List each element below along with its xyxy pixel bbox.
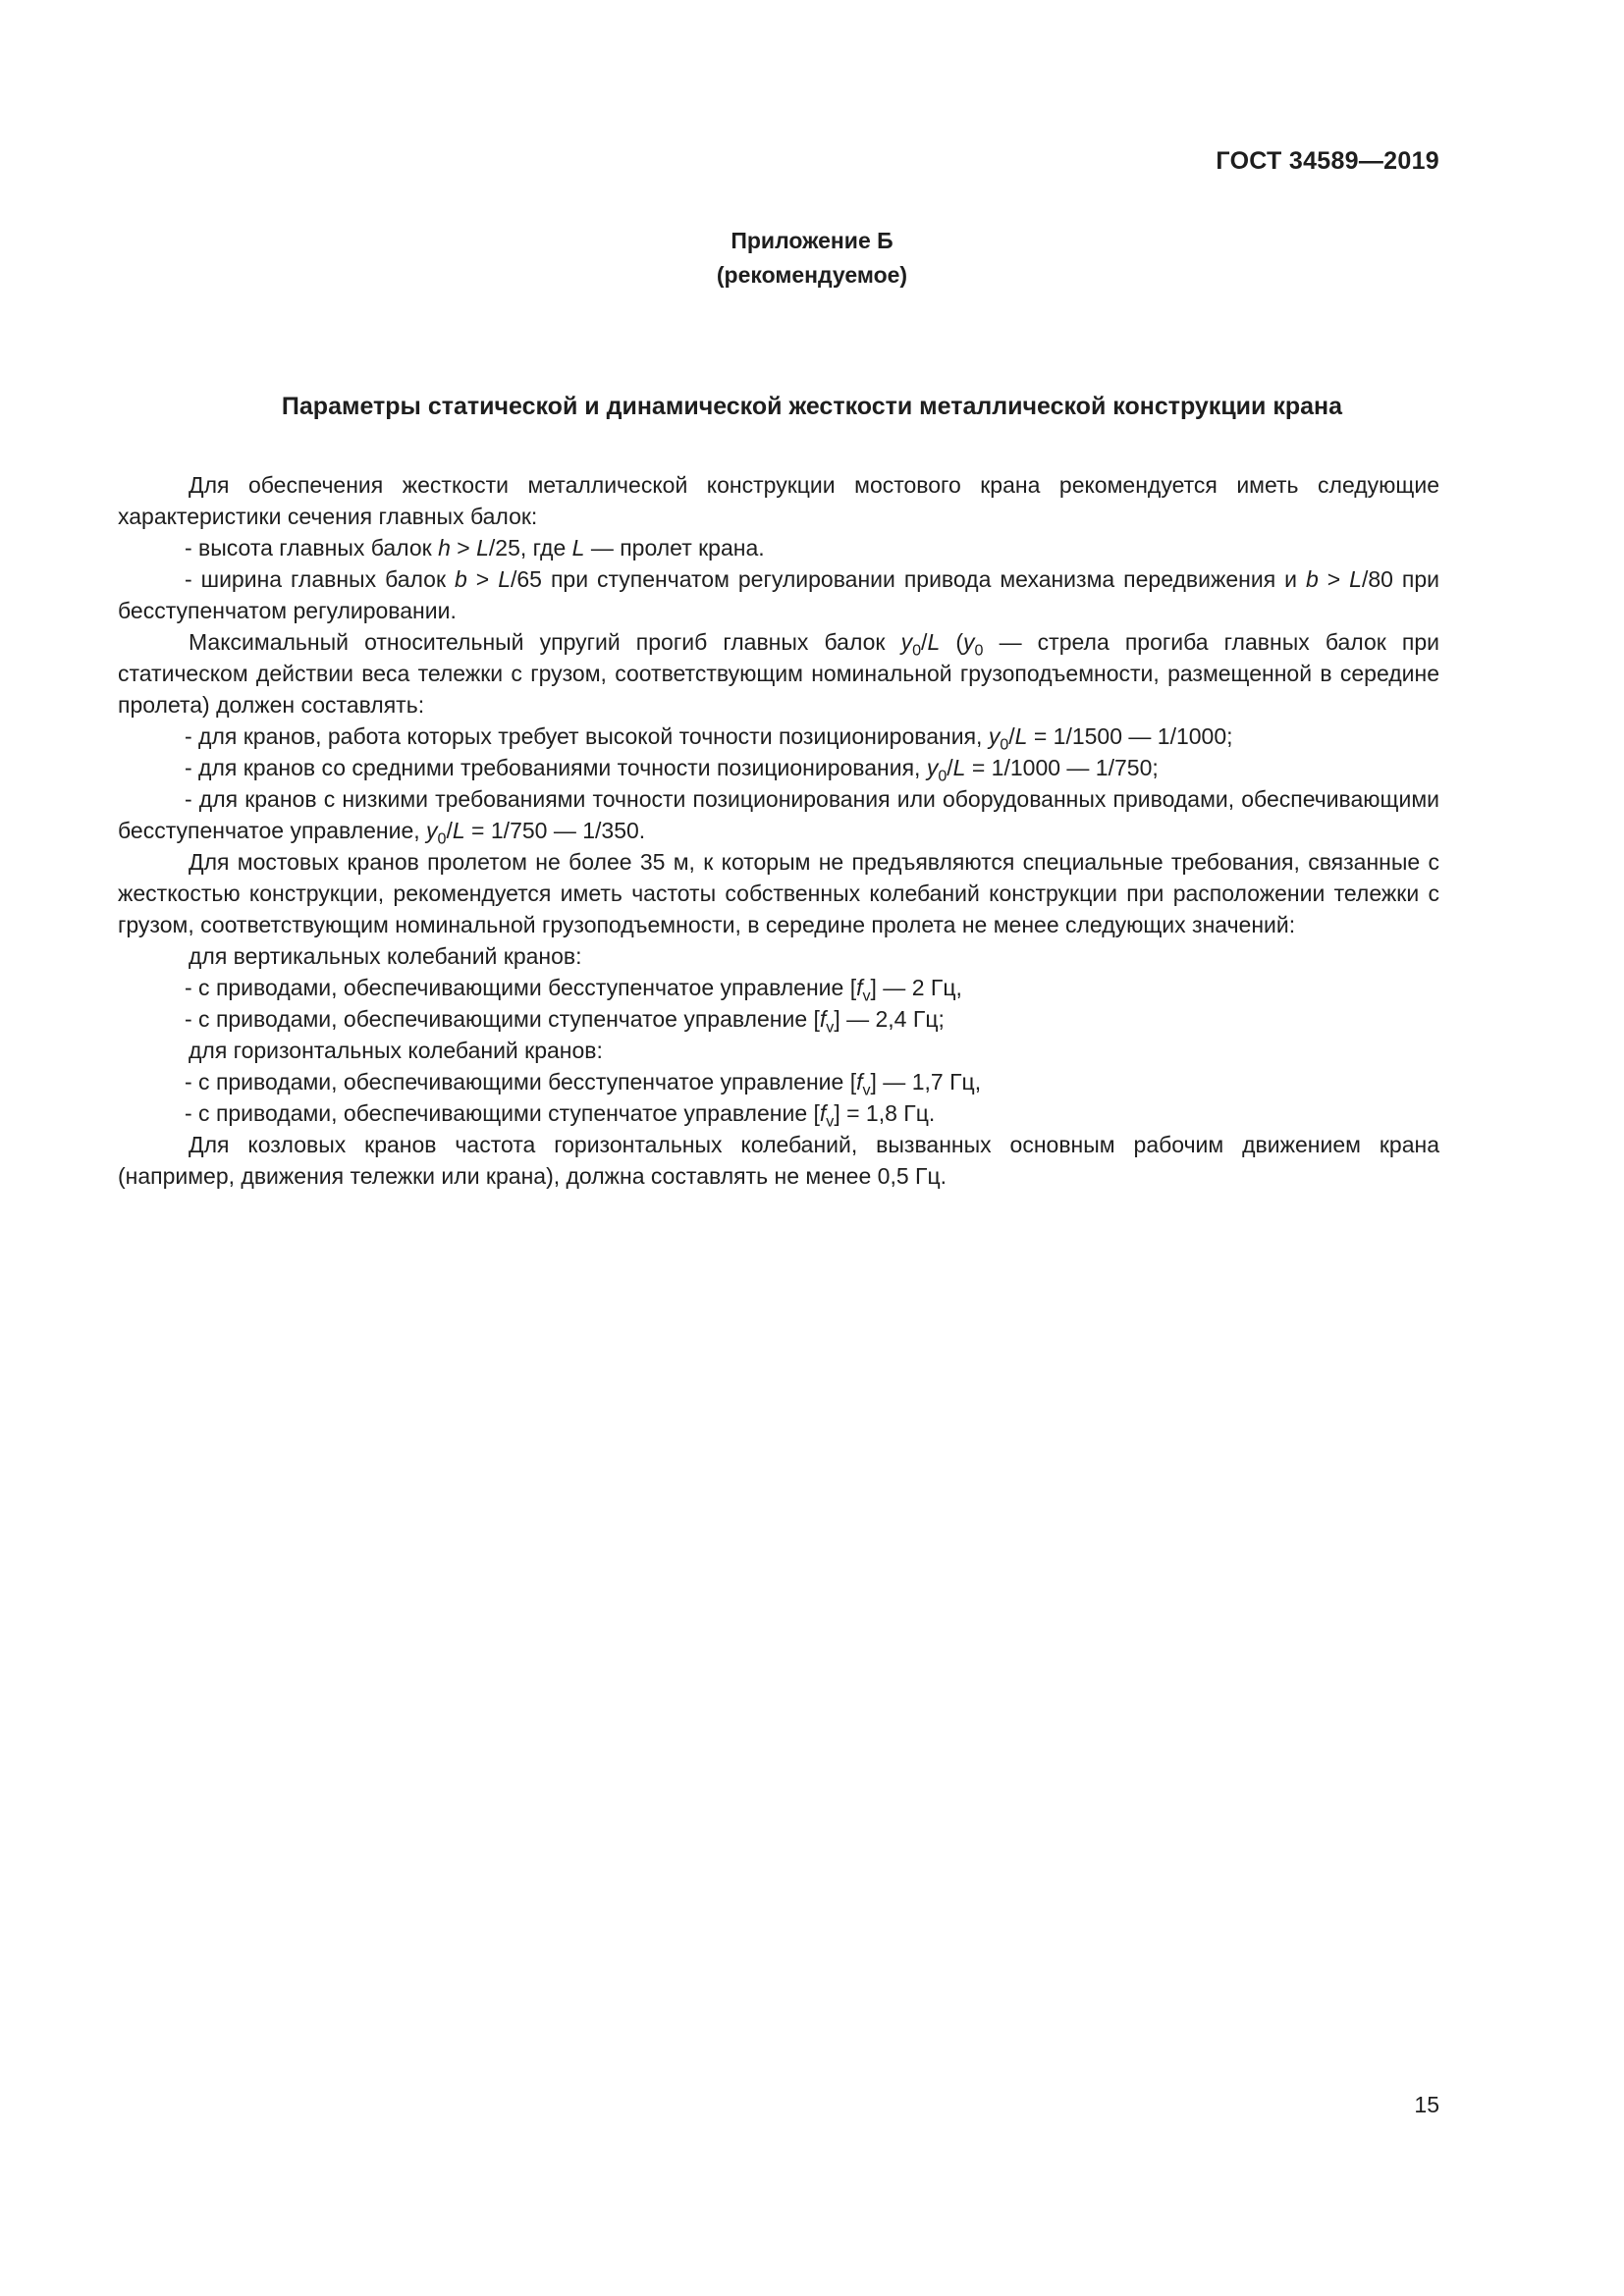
document-body <box>118 469 1439 1192</box>
paragraph-frequencies: Для мостовых кранов пролетом не более 35 м, к которым не предъявляются специальные требования, связанные с жесткостью конструкции, рекомендуется иметь частоты собственных колебаний конструкции при расположении тележки с грузом, соответствующим номинальной грузоподъемности, в середине пролета не менее следующих значений: <box>118 849 1439 937</box>
paragraph-horizontal: для горизонтальных колебаний кранов: <box>189 1038 603 1063</box>
list-item-vertical-stepless: - с приводами, обеспечивающими бесступенчатое управление $[f_v]$ — 2 Гц, <box>185 975 962 1005</box>
annex-heading <box>0 224 1624 293</box>
annex-title: Приложение Б <box>731 228 893 253</box>
paragraph-deflection: Максимальный относительный упругий прогиб главных балок $y_0/L$ ($y_0$ — стрела прогиба главных балок при статическом действии веса тележки с грузом, соответствующим номинальной грузоподъемности, размещенной в середине пролета) должен составлять: <box>118 629 1439 718</box>
page-number: 15 <box>1414 2092 1439 2117</box>
paragraph-gantry: Для козловых кранов частота горизонтальных колебаний, вызванных основным рабочим движением крана (например, движения тележки или крана), должна составлять не менее 0,5 Гц. <box>118 1132 1439 1189</box>
annex-status: (рекомендуемое) <box>716 262 908 288</box>
list-item-vertical-stepped: - с приводами, обеспечивающими ступенчатое управление $[f_v]$ — 2,4 Гц; <box>185 1006 945 1037</box>
list-item-medium-precision: - для кранов со средними требованиями точности позиционирования, $y_0/L = 1/1000$ — 1/750; <box>185 755 1159 785</box>
list-item-height: - высота главных балок h > L/25, где L — пролет крана. <box>185 535 765 561</box>
section-title: Параметры статической и динамической жесткости металлической конструкции крана <box>281 393 1343 420</box>
paragraph-intro: Для обеспечения жесткости металлической конструкции мостового крана рекомендуется иметь следующие характеристики сечения главных балок: <box>118 472 1439 529</box>
list-item-horizontal-stepless: - с приводами, обеспечивающими бесступенчатое управление $[f_v]$ — 1,7 Гц, <box>185 1069 982 1099</box>
list-item-low-precision: - для кранов с низкими требованиями точности позиционирования или оборудованных приводами, обеспечивающими бесступенчатое управление, $y_0/L = 1/750$ — 1/350. <box>118 786 1439 848</box>
list-item-width: - ширина главных балок b > L/65 при ступенчатом регулировании привода механизма передвижения и b > L/80 при бесступенчатом регулировании. <box>118 566 1439 623</box>
list-item-high-precision: - для кранов, работа которых требует высокой точности позиционирования, $y_0/L = 1/1500$ — 1/1000; <box>185 723 1233 754</box>
paragraph-vertical: для вертикальных колебаний кранов: <box>189 943 582 969</box>
document-code: ГОСТ 34589—2019 <box>1216 147 1439 175</box>
list-item-horizontal-stepped: - с приводами, обеспечивающими ступенчатое управление $[f_v] = 1,8$ Гц. <box>185 1100 936 1131</box>
